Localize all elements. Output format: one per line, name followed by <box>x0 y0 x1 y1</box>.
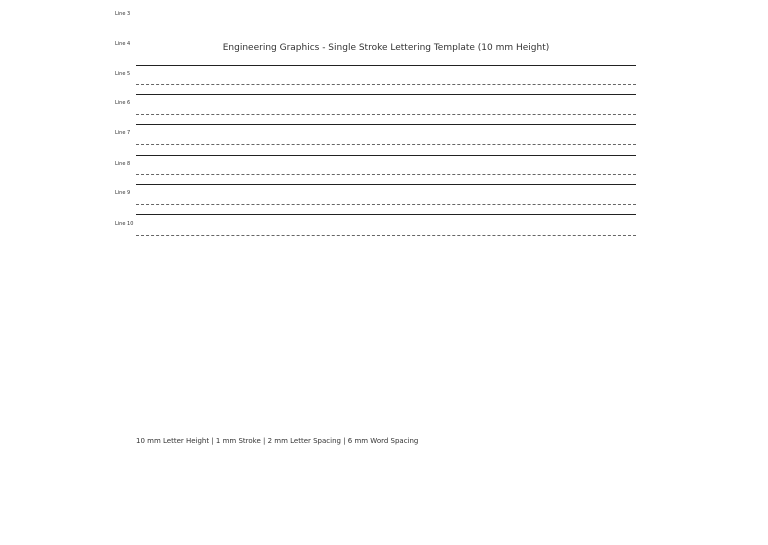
base-line <box>136 174 636 175</box>
cap-line <box>136 124 636 125</box>
base-line <box>136 114 636 115</box>
template-title: Engineering Graphics - Single Stroke Lettering Template (10 mm Height) <box>222 43 550 53</box>
line-label-4: Line 4 <box>115 41 131 47</box>
lettering-specification: 10 mm Letter Height | 1 mm Stroke | 2 mm Letter Spacing | 6 mm Word Spacing <box>136 437 419 445</box>
base-line <box>136 204 636 205</box>
line-label-3: Line 3 <box>115 11 131 17</box>
line-label-7: Line 7 <box>115 130 131 136</box>
cap-line <box>136 184 636 185</box>
line-label-8: Line 8 <box>115 161 131 167</box>
line-label-6: Line 6 <box>115 100 131 106</box>
base-line <box>136 144 636 145</box>
line-label-10: Line 10 <box>115 221 134 227</box>
line-label-5: Line 5 <box>115 71 131 77</box>
cap-line <box>136 65 636 66</box>
line-label-9: Line 9 <box>115 190 131 196</box>
cap-line <box>136 155 636 156</box>
cap-line <box>136 214 636 215</box>
cap-line <box>136 94 636 95</box>
base-line <box>136 84 636 85</box>
base-line <box>136 235 636 236</box>
